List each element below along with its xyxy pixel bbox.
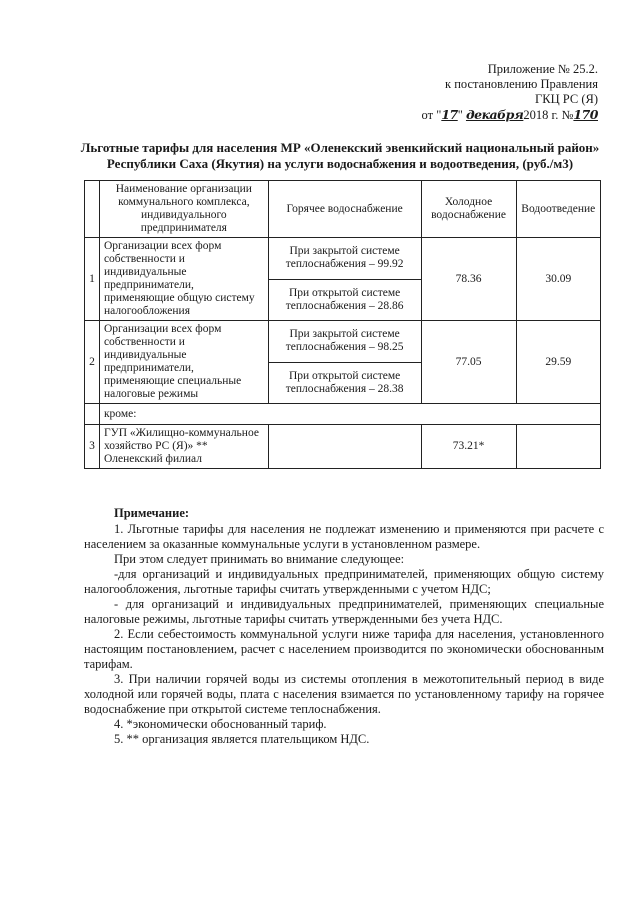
row-cold: 77.05	[421, 321, 516, 404]
appendix-number: Приложение № 25.2.	[487, 62, 598, 76]
row-drain	[516, 425, 600, 469]
note-1-special: - для организаций и индивидуальных предпринимателей, применяющих специальные налоговые режимы, льготные тарифы считать утвержденными без учета НДС.	[84, 597, 604, 626]
note-3: 3. При наличии горячей воды из системы отопления в межотопительный период в виде холодной или горячей воды, плата с населения взимается по установленному тарифу на горячее водоснабжение при открытой системе теплоснабжения.	[84, 672, 604, 716]
except-row	[85, 404, 601, 425]
row-hot-open: При открытой системе теплоснабжения – 28.86	[268, 279, 421, 321]
tariff-table	[84, 180, 601, 469]
row-num: 2	[85, 321, 100, 404]
header-hot: Горячее водоснабжение	[268, 181, 421, 238]
handwritten-month: декабря	[465, 107, 524, 122]
row-org: Организации всех форм собственности и индивидуальные предприниматели, применяющие специальные налоговые режимы	[99, 321, 268, 404]
header-org: Наименование организации коммунального комплекса, индивидуального предпринимателя	[99, 181, 268, 238]
handwritten-day: 17	[441, 107, 458, 122]
except-label: кроме:	[99, 404, 600, 425]
appendix-header	[398, 62, 598, 123]
title-line-2: Республики Саха (Якутия) на услуги водоснабжения и водоотведения, (руб./м3)	[106, 156, 574, 171]
row-drain: 30.09	[516, 238, 600, 321]
row-hot-closed: При закрытой системе теплоснабжения – 98.25	[268, 321, 421, 363]
row-org: ГУП «Жилищно-коммунальное хозяйство РС (Я)» ** Оленекский филиал	[99, 425, 268, 469]
row-num: 1	[85, 238, 100, 321]
header-drain: Водоотведение	[516, 181, 600, 238]
row-hot-closed: При закрытой системе теплоснабжения – 99.92	[268, 238, 421, 280]
row-hot	[268, 425, 421, 469]
table-row	[85, 425, 601, 469]
note-2: 2. Если себестоимость коммунальной услуги ниже тарифа для населения, установленного настоящим постановлением, расчет с населением производится по экономически обоснованным тарифам.	[84, 627, 604, 671]
header-cold: Холодное водоснабжение	[421, 181, 516, 238]
table-row	[85, 238, 601, 280]
authority-name: ГКЦ РС (Я)	[535, 92, 598, 106]
row-num: 3	[85, 425, 100, 469]
table-header-row	[85, 181, 601, 238]
header-num	[85, 181, 100, 238]
row-drain: 29.59	[516, 321, 600, 404]
note-1-intro: При этом следует принимать во внимание следующее:	[114, 552, 405, 566]
notes-section	[84, 506, 604, 747]
note-5: 5. ** организация является плательщиком НДС.	[114, 732, 370, 746]
row-org: Организации всех форм собственности и индивидуальные предприниматели, применяющие общую систему налогообложения	[99, 238, 268, 321]
handwritten-number: 170	[573, 107, 598, 122]
row-hot-open: При открытой системе теплоснабжения – 28.38	[268, 362, 421, 404]
decree-reference: к постановлению Правления	[445, 77, 598, 91]
row-cold: 78.36	[421, 238, 516, 321]
except-num	[85, 404, 100, 425]
row-cold: 73.21*	[421, 425, 516, 469]
decree-date-line: от "17" декабря2018 г. №170	[421, 107, 598, 122]
note-1-general: -для организаций и индивидуальных предпринимателей, применяющих общую систему налогообложения, льготные тарифы считать утвержденными с учетом НДС;	[84, 567, 604, 596]
table-row	[85, 321, 601, 363]
note-1: 1. Льготные тарифы для населения не подлежат изменению и применяются при расчете с населением за оказанные коммунальные услуги в установленном размере.	[84, 522, 604, 551]
notes-heading: Примечание:	[114, 506, 190, 520]
note-4: 4. *экономически обоснованный тариф.	[114, 717, 327, 731]
document-title	[60, 140, 620, 172]
title-line-1: Льготные тарифы для населения МР «Оленекский эвенкийский национальный район»	[80, 140, 600, 155]
